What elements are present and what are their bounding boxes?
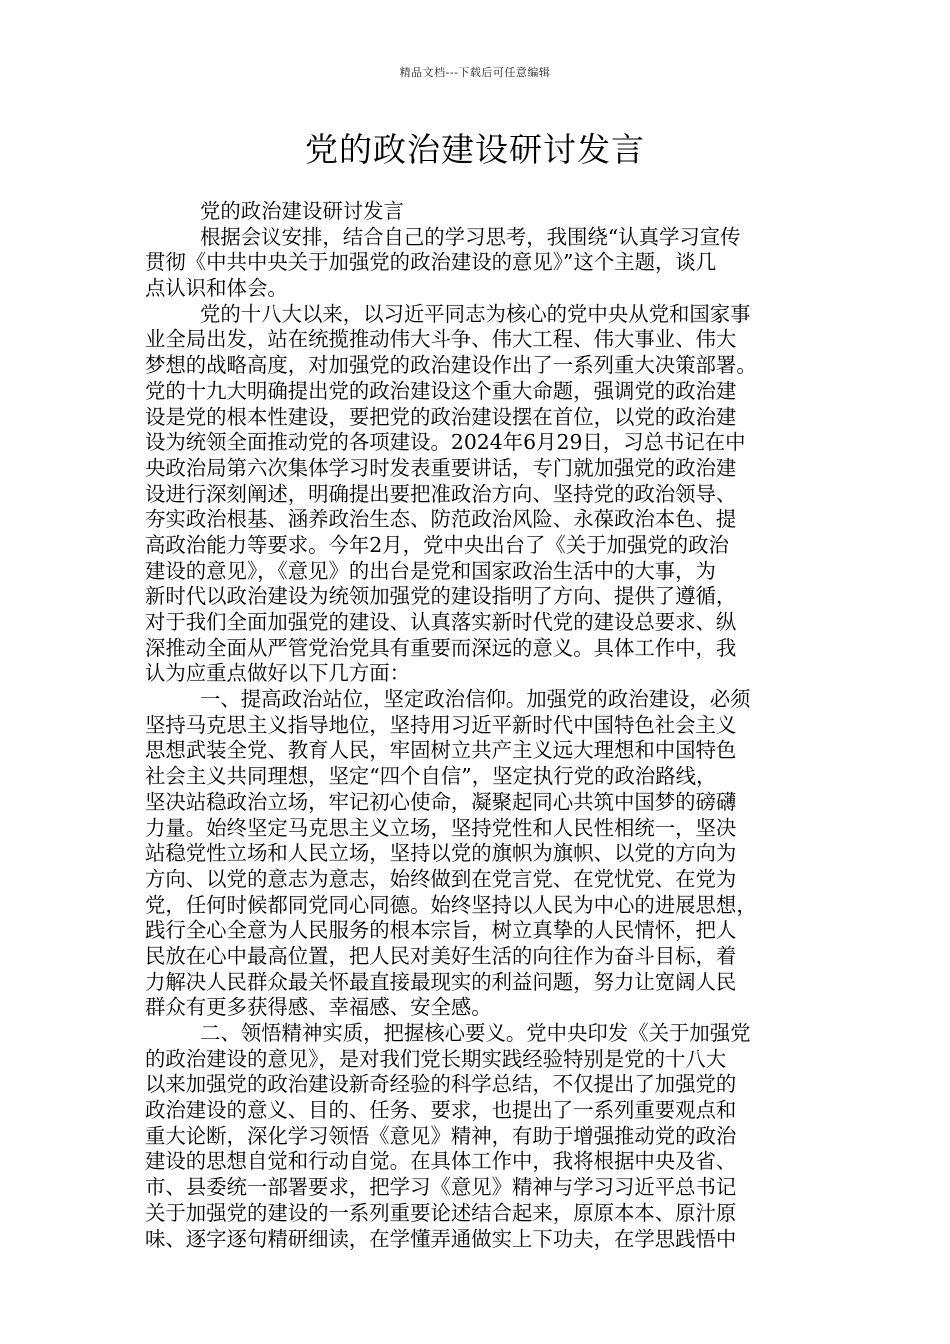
text-line: 二、领悟精神实质，把握核心要义。党中央印发《关于加强党 xyxy=(200,1021,751,1045)
text-line: 力量。始终坚定马克思主义立场，坚持党性和人民性相统一，坚决 xyxy=(145,815,737,840)
text-line: 群众有更多获得感、幸福感、安全感。 xyxy=(145,995,492,1020)
text-line: 新时代以政治建设为统领加强党的建设指明了方向、提供了遵循， xyxy=(145,584,737,609)
text-line: 点认识和体会。 xyxy=(145,276,288,301)
text-line: 党的十八大以来，以习近平同志为核心的党中央从党和国家事 xyxy=(200,301,751,326)
text-line: 设是党的根本性建设，要把党的政治建设摆在首位，以党的政治建 xyxy=(145,404,737,429)
document-body xyxy=(145,199,810,1252)
text-line: 认为应重点做好以下几方面： xyxy=(145,661,411,686)
text-line: 贯彻《中共中央关于加强党的政治建设的意见》”这个主题，谈几 xyxy=(145,250,717,275)
text-line: 梦想的战略高度，对加强党的政治建设作出了一系列重大决策部署。 xyxy=(145,353,757,378)
text-line: 坚决站稳政治立场，牢记初心使命，凝聚起同心共筑中国梦的磅礴 xyxy=(145,789,737,814)
text-line: 市、县委统一部署要求，把学习《意见》精神与学习习近平总书记 xyxy=(145,1175,737,1200)
text-line: 践行全心全意为人民服务的根本宗旨，树立真挚的人民情怀，把人 xyxy=(145,918,737,943)
header-note: 精品文档---下载后可任意编辑 xyxy=(399,66,551,79)
text-line: 党的政治建设研讨发言 xyxy=(200,199,404,223)
text-line: 以来加强党的政治建设新奇经验的科学总结，不仅提出了加强党的 xyxy=(145,1072,737,1097)
text-line: 思想武装全党、教育人民，牢固树立共产主义远大理想和中国特色 xyxy=(145,738,737,763)
text-line: 重大论断，深化学习领悟《意见》精神，有助于增强推动党的政治 xyxy=(145,1123,737,1148)
text-line: 高政治能力等要求。今年2月，党中央出台了《关于加强党的政治 xyxy=(145,532,729,557)
text-line: 力解决人民群众最关怀最直接最现实的利益问题，努力让宽阔人民 xyxy=(145,969,737,994)
text-line: 民放在心中最高位置，把人民对美好生活的向往作为奋斗目标，着 xyxy=(145,943,737,968)
text-line: 方向、以党的意志为意志，始终做到在党言党、在党忧党、在党为 xyxy=(145,866,737,891)
text-line: 味、逐字逐句精研细读，在学懂弄通做实上下功夫，在学思践悟中 xyxy=(145,1226,737,1251)
text-line: 党，任何时候都同党同心同德。始终坚持以人民为中心的进展思想， xyxy=(145,892,757,917)
text-line: 设为统领全面推动党的各项建设。2024年6月29日，习总书记在中 xyxy=(145,430,746,455)
text-line: 设进行深刻阐述，明确提出要把准政治方向、坚持党的政治领导、 xyxy=(145,481,737,506)
text-line: 夯实政治根基、涵养政治生态、防范政治风险、永葆政治本色、提 xyxy=(145,507,737,532)
text-line: 党的十九大明确提出党的政治建设这个重大命题，强调党的政治建 xyxy=(145,378,737,403)
text-line: 深推动全面从严管党治党具有重要而深远的意义。具体工作中，我 xyxy=(145,635,737,660)
text-line: 的政治建设的意见》，是对我们党长期实践经验特别是党的十八大 xyxy=(145,1046,727,1071)
text-line: 根据会议安排，结合自己的学习思考，我围绕“认真学习宣传 xyxy=(200,224,741,249)
text-line: 对于我们全面加强党的建设、认真落实新时代党的建设总要求、纵 xyxy=(145,610,737,634)
text-line: 坚持马克思主义指导地位，坚持用习近平新时代中国特色社会主义 xyxy=(145,712,737,737)
document-title: 党的政治建设研讨发言 xyxy=(305,130,645,169)
text-line: 站稳党性立场和人民立场，坚持以党的旗帜为旗帜、以党的方向为 xyxy=(145,841,737,866)
text-line: 业全局出发，站在统揽推动伟大斗争、伟大工程、伟大事业、伟大 xyxy=(145,327,737,352)
text-line: 央政治局第六次集体学习时发表重要讲话，专门就加强党的政治建 xyxy=(145,455,737,480)
text-line: 关于加强党的建设的一系列重要论述结合起来，原原本本、原汁原 xyxy=(145,1200,737,1225)
text-line: 政治建设的意义、目的、任务、要求，也提出了一系列重要观点和 xyxy=(145,1098,737,1123)
text-line: 一、提高政治站位，坚定政治信仰。加强党的政治建设，必须 xyxy=(200,687,751,712)
text-line: 建设的思想自觉和行动自觉。在具体工作中，我将根据中央及省、 xyxy=(145,1149,737,1174)
text-line: 社会主义共同理想，坚定“四个自信”，坚定执行党的政治路线， xyxy=(145,764,717,789)
text-line: 建设的意见》，《意见》的出台是党和国家政治生活中的大事，为 xyxy=(145,558,716,583)
